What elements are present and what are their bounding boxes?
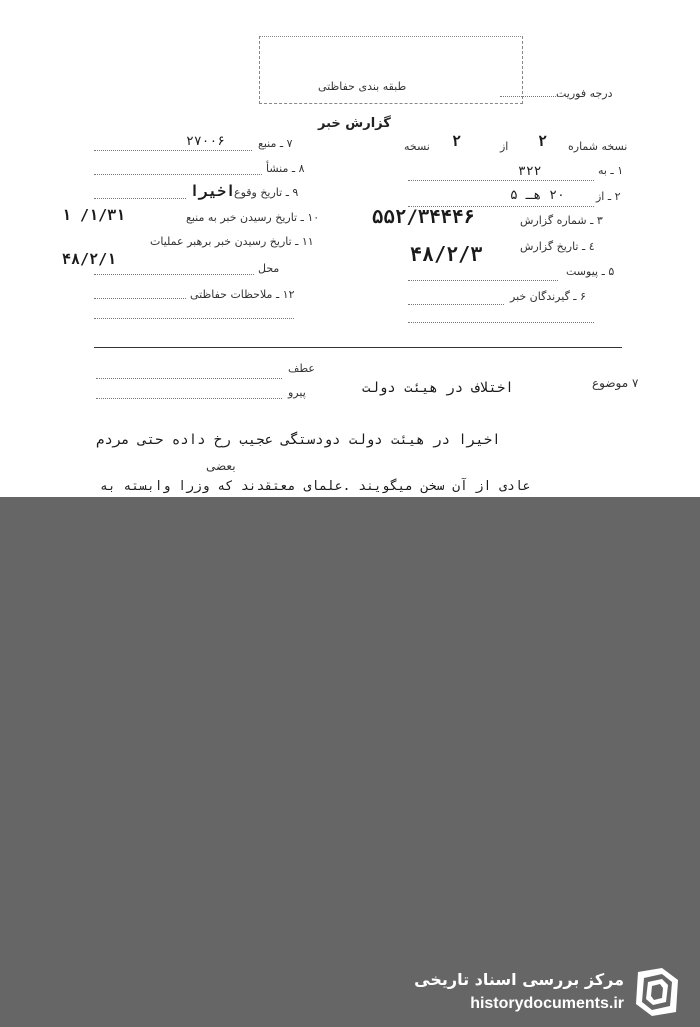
report-date-value: ۴۸/۲/۳	[410, 242, 483, 266]
subject-label: ۷ موضوع	[592, 376, 639, 390]
origin-label: ۸ ـ منشأ	[266, 162, 305, 175]
report-number-value: ۵۵۲/۳۴۴۴۶	[372, 206, 475, 228]
from-label: ۲ ـ از	[596, 190, 621, 203]
to-value: ۳۲۲	[518, 164, 542, 179]
body-line-2: عادی از آن سخن میگویند .علمای معتقدند که وزرا وابسته به	[100, 479, 531, 494]
report-date-label: ٤ ـ تاریخ گزارش	[520, 240, 595, 253]
source-label: ۷ ـ منبع	[258, 137, 293, 150]
attachment-line	[408, 280, 558, 281]
occurrence-date-value: اخیرا	[190, 182, 236, 200]
archive-logo-icon	[632, 966, 682, 1018]
reference-label: عطف	[288, 362, 315, 375]
reference-line	[96, 378, 282, 379]
security-notes-line-2	[94, 318, 294, 319]
source-value: ۲۷۰۰۶	[186, 134, 226, 149]
copy-number-value: ۲	[538, 132, 548, 150]
origin-line	[94, 174, 262, 175]
security-notes-line	[94, 298, 186, 299]
to-label: ۱ ـ به	[598, 164, 624, 177]
report-number-label: ۳ ـ شماره گزارش	[520, 214, 603, 227]
priority-label: درجه فوریت	[556, 87, 613, 100]
recipients-line	[408, 304, 504, 305]
recipients-line-2	[408, 322, 594, 323]
body-insert: بعضی	[206, 459, 236, 473]
watermark-title: مرکز بررسی اسناد تاریخی	[414, 970, 624, 989]
place-label: محل	[258, 262, 280, 275]
recipients-label: ۶ ـ گیرندگان خبر	[510, 290, 586, 303]
follow-line	[96, 398, 282, 399]
security-notes-label: ۱۲ ـ ملاحظات حفاظتی	[190, 288, 295, 301]
occurrence-date-label: ۹ ـ تاریخ وقوع	[234, 186, 299, 199]
source-line	[94, 150, 252, 151]
classification-box	[259, 36, 523, 104]
copies-label: نسخه	[404, 140, 430, 153]
priority-line	[500, 96, 560, 97]
subject-value: اختلاف در هیئت دولت	[362, 380, 514, 396]
copies-value: ۲	[452, 132, 462, 150]
to-line	[408, 180, 594, 181]
report-title: گزارش خبر	[318, 116, 391, 131]
receipt-to-ops-label: ۱۱ ـ تاریخ رسیدن خبر برهبر عملیات	[150, 235, 314, 248]
copy-number-label: نسخه شماره	[568, 140, 628, 153]
receipt-to-ops-value: ۴۸/۲/۱	[62, 250, 117, 268]
follow-label: پیرو	[288, 386, 306, 399]
body-line-1: اخیرا در هیئت دولت دودستگی عجیب رخ داده حتی مردم	[96, 432, 501, 448]
of-label: از	[500, 140, 509, 153]
classification-label: طبقه بندی حفاظتی	[318, 80, 407, 93]
attachment-label: ۵ ـ پیوست	[566, 265, 615, 278]
occurrence-date-line	[94, 198, 186, 199]
document-page	[0, 0, 700, 497]
receipt-to-source-value: ۱/۳۱/ ۱	[62, 206, 126, 224]
watermark-url: historydocuments.ir	[470, 995, 624, 1012]
from-value: ۲۰ هـ ۵	[510, 188, 565, 203]
redacted-area	[0, 497, 700, 1027]
receipt-to-source-label: ۱۰ ـ تاریخ رسیدن خبر به منبع	[186, 211, 320, 224]
section-divider	[94, 347, 622, 348]
place-line	[94, 274, 254, 275]
